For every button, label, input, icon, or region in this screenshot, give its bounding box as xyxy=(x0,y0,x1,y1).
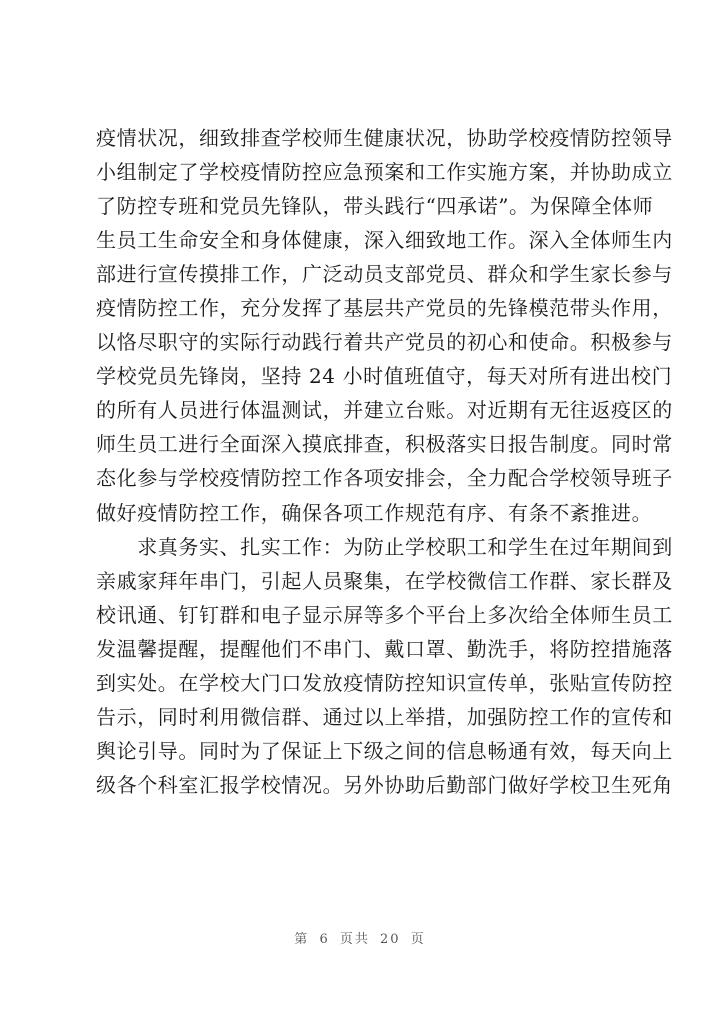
text-line: 疫情状况，细致排查学校师生健康状况，协助学校疫情防控领导 xyxy=(96,126,673,150)
text-line: 校讯通、钉钉群和电子显示屏等多个平台上多次给全体师生员工 xyxy=(96,602,673,627)
current-page-number: 6 xyxy=(319,932,330,947)
text-line: 亲戚家拜年串门，引起人员聚集，在学校微信工作群、家长群及 xyxy=(96,568,673,593)
document-body xyxy=(96,121,673,802)
text-line: 生员工生命安全和身体健康，深入细致地工作。深入全体师生内 xyxy=(96,228,673,253)
paragraph-2 xyxy=(96,530,673,802)
text-line: 学校党员先锋岗，坚持 24 小时值班值守，每天对所有进出校门 xyxy=(96,364,673,389)
text-line: 疫情防控工作，充分发挥了基层共产党员的先锋模范带头作用， xyxy=(96,296,673,321)
text-line: 告示，同时利用微信群、通过以上举措，加强防控工作的宣传和 xyxy=(96,704,673,729)
text-line: 了防控专班和党员先锋队，带头践行“四承诺”。为保障全体师 xyxy=(96,194,654,219)
total-pages-number: 20 xyxy=(380,932,401,947)
footer-middle: 页共 xyxy=(339,932,370,947)
text-line: 级各个科室汇报学校情况。另外协助后勤部门做好学校卫生死角 xyxy=(96,772,673,797)
text-line: 师生员工进行全面深入摸底排查，积极落实日报告制度。同时常 xyxy=(96,432,673,457)
text-line: 小组制定了学校疫情防控应急预案和工作实施方案，并协助成立 xyxy=(96,160,673,185)
paragraph-1 xyxy=(96,121,673,530)
text-line: 态化参与学校疫情防控工作各项安排会，全力配合学校领导班子 xyxy=(96,466,673,491)
footer-suffix: 页 xyxy=(410,932,426,947)
text-line: 部进行宣传摸排工作，广泛动员支部党员、群众和学生家长参与 xyxy=(96,262,673,287)
text-line: 舆论引导。同时为了保证上下级之间的信息畅通有效，每天向上 xyxy=(96,738,673,763)
text-line: 到实处。在学校大门口发放疫情防控知识宣传单，张贴宣传防控 xyxy=(96,670,673,695)
page-footer xyxy=(0,928,720,947)
text-line: 求真务实、扎实工作：为防止学校职工和学生在过年期间到 xyxy=(96,534,673,559)
text-line: 以恪尽职守的实际行动践行着共产党员的初心和使命。积极参与 xyxy=(96,330,673,355)
text-line: 发温馨提醒，提醒他们不串门、戴口罩、勤洗手，将防控措施落 xyxy=(96,636,673,661)
text-line: 的所有人员进行体温测试，并建立台账。对近期有无往返疫区的 xyxy=(96,398,673,423)
footer-prefix: 第 xyxy=(294,932,310,947)
text-line: 做好疫情防控工作，确保各项工作规范有序、有条不紊推进。 xyxy=(96,500,653,525)
